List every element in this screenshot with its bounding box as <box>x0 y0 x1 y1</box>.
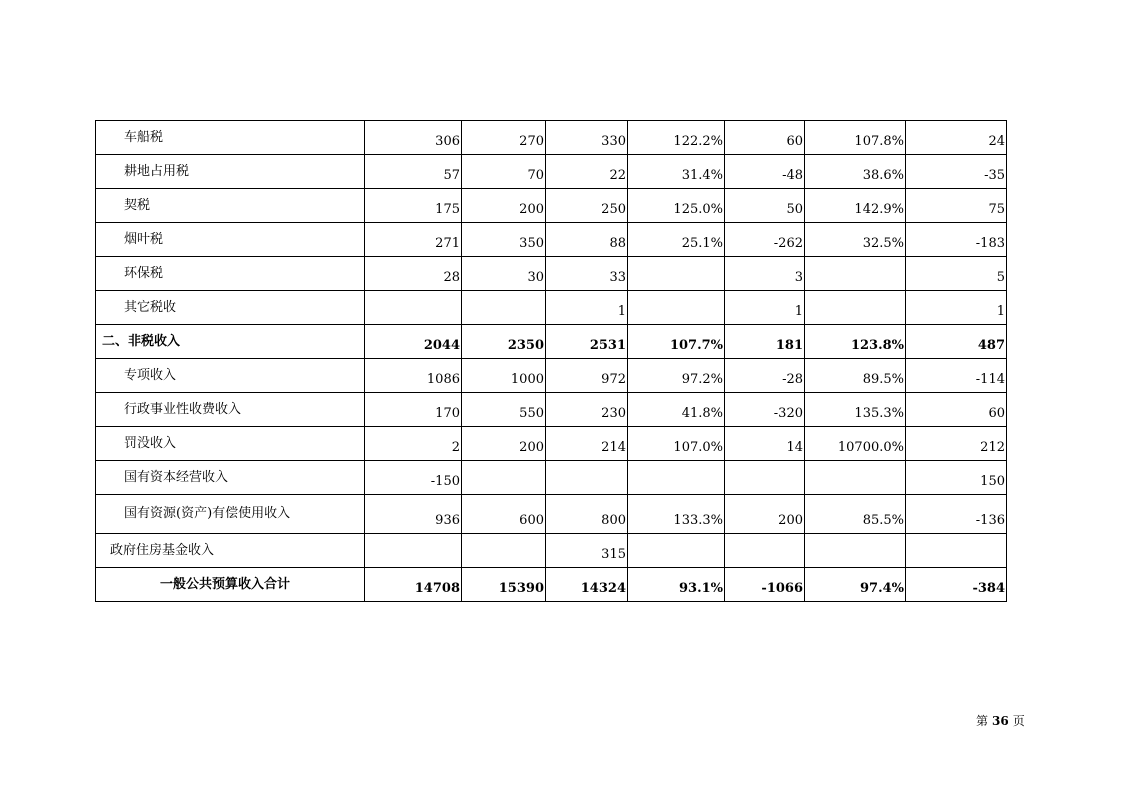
table-row <box>96 393 1007 427</box>
value-cell: 133.3% <box>628 495 725 534</box>
row-label: 行政事业性收费收入 <box>96 393 365 427</box>
value-cell: 32.5% <box>805 223 906 257</box>
value-cell: 170 <box>365 393 462 427</box>
value-cell <box>906 534 1007 568</box>
value-cell: 107.8% <box>805 121 906 155</box>
value-cell: 33 <box>546 257 628 291</box>
value-cell: 2044 <box>365 325 462 359</box>
value-cell: 936 <box>365 495 462 534</box>
value-cell: 122.2% <box>628 121 725 155</box>
value-cell <box>805 461 906 495</box>
table-row <box>96 359 1007 393</box>
row-label: 专项收入 <box>96 359 365 393</box>
value-cell: -48 <box>725 155 805 189</box>
value-cell: 57 <box>365 155 462 189</box>
page-prefix: 第 <box>976 714 989 728</box>
table-row <box>96 568 1007 602</box>
value-cell: 5 <box>906 257 1007 291</box>
value-cell <box>462 291 546 325</box>
value-cell: 135.3% <box>805 393 906 427</box>
value-cell: 24 <box>906 121 1007 155</box>
value-cell: 2531 <box>546 325 628 359</box>
value-cell: 972 <box>546 359 628 393</box>
value-cell: 93.1% <box>628 568 725 602</box>
value-cell: 230 <box>546 393 628 427</box>
value-cell: 70 <box>462 155 546 189</box>
row-label: 国有资本经营收入 <box>96 461 365 495</box>
value-cell: -35 <box>906 155 1007 189</box>
value-cell: 88 <box>546 223 628 257</box>
value-cell <box>725 461 805 495</box>
row-label: 政府住房基金收入 <box>96 534 365 568</box>
value-cell: -262 <box>725 223 805 257</box>
value-cell: 1 <box>546 291 628 325</box>
value-cell: 28 <box>365 257 462 291</box>
value-cell: 150 <box>906 461 1007 495</box>
value-cell: 200 <box>462 189 546 223</box>
value-cell: 14 <box>725 427 805 461</box>
value-cell: 50 <box>725 189 805 223</box>
value-cell: 14324 <box>546 568 628 602</box>
table-row <box>96 495 1007 534</box>
value-cell: 14708 <box>365 568 462 602</box>
value-cell: 15390 <box>462 568 546 602</box>
value-cell <box>805 291 906 325</box>
value-cell: 30 <box>462 257 546 291</box>
value-cell <box>462 534 546 568</box>
value-cell: 214 <box>546 427 628 461</box>
value-cell: -183 <box>906 223 1007 257</box>
value-cell <box>462 461 546 495</box>
value-cell: 41.8% <box>628 393 725 427</box>
value-cell <box>546 461 628 495</box>
value-cell: 315 <box>546 534 628 568</box>
table-body <box>96 121 1007 602</box>
value-cell: 25.1% <box>628 223 725 257</box>
table-row <box>96 534 1007 568</box>
value-cell: 175 <box>365 189 462 223</box>
table-row <box>96 223 1007 257</box>
value-cell: 1 <box>906 291 1007 325</box>
table-row <box>96 291 1007 325</box>
page-suffix: 页 <box>1012 714 1025 728</box>
value-cell: 123.8% <box>805 325 906 359</box>
value-cell: 89.5% <box>805 359 906 393</box>
table-row <box>96 257 1007 291</box>
value-cell: 350 <box>462 223 546 257</box>
value-cell: 97.4% <box>805 568 906 602</box>
value-cell: 31.4% <box>628 155 725 189</box>
row-label: 烟叶税 <box>96 223 365 257</box>
table-row <box>96 189 1007 223</box>
row-label: 二、非税收入 <box>96 325 365 359</box>
value-cell: 125.0% <box>628 189 725 223</box>
value-cell: 212 <box>906 427 1007 461</box>
row-label: 罚没收入 <box>96 427 365 461</box>
page-number: 36 <box>992 714 1009 728</box>
table-row <box>96 121 1007 155</box>
value-cell: 22 <box>546 155 628 189</box>
value-cell <box>805 534 906 568</box>
row-label: 车船税 <box>96 121 365 155</box>
value-cell: -114 <box>906 359 1007 393</box>
value-cell: 107.7% <box>628 325 725 359</box>
value-cell: 330 <box>546 121 628 155</box>
row-label: 耕地占用税 <box>96 155 365 189</box>
value-cell: 306 <box>365 121 462 155</box>
value-cell: 200 <box>725 495 805 534</box>
value-cell <box>628 461 725 495</box>
value-cell: 271 <box>365 223 462 257</box>
value-cell: -384 <box>906 568 1007 602</box>
value-cell <box>365 291 462 325</box>
value-cell: 10700.0% <box>805 427 906 461</box>
value-cell: -1066 <box>725 568 805 602</box>
value-cell <box>628 534 725 568</box>
table-row <box>96 427 1007 461</box>
value-cell <box>725 534 805 568</box>
value-cell: 1086 <box>365 359 462 393</box>
value-cell <box>628 291 725 325</box>
value-cell: -150 <box>365 461 462 495</box>
value-cell: 142.9% <box>805 189 906 223</box>
page-footer <box>976 712 1025 729</box>
value-cell <box>365 534 462 568</box>
value-cell: 181 <box>725 325 805 359</box>
budget-revenue-table <box>95 120 1007 602</box>
value-cell: 97.2% <box>628 359 725 393</box>
table-row <box>96 155 1007 189</box>
value-cell <box>805 257 906 291</box>
value-cell: -28 <box>725 359 805 393</box>
value-cell: 550 <box>462 393 546 427</box>
value-cell: 107.0% <box>628 427 725 461</box>
value-cell: 200 <box>462 427 546 461</box>
value-cell <box>628 257 725 291</box>
value-cell: 270 <box>462 121 546 155</box>
table-row <box>96 461 1007 495</box>
value-cell: -136 <box>906 495 1007 534</box>
row-label: 一般公共预算收入合计 <box>96 568 365 602</box>
value-cell: 85.5% <box>805 495 906 534</box>
value-cell: 2 <box>365 427 462 461</box>
value-cell: 75 <box>906 189 1007 223</box>
row-label: 其它税收 <box>96 291 365 325</box>
row-label: 国有资源(资产)有偿使用收入 <box>96 495 365 534</box>
value-cell: 1 <box>725 291 805 325</box>
value-cell: 38.6% <box>805 155 906 189</box>
value-cell: 800 <box>546 495 628 534</box>
value-cell: 3 <box>725 257 805 291</box>
row-label: 契税 <box>96 189 365 223</box>
value-cell: 60 <box>906 393 1007 427</box>
value-cell: -320 <box>725 393 805 427</box>
value-cell: 250 <box>546 189 628 223</box>
value-cell: 2350 <box>462 325 546 359</box>
value-cell: 1000 <box>462 359 546 393</box>
row-label: 环保税 <box>96 257 365 291</box>
value-cell: 487 <box>906 325 1007 359</box>
value-cell: 60 <box>725 121 805 155</box>
value-cell: 600 <box>462 495 546 534</box>
table-row <box>96 325 1007 359</box>
